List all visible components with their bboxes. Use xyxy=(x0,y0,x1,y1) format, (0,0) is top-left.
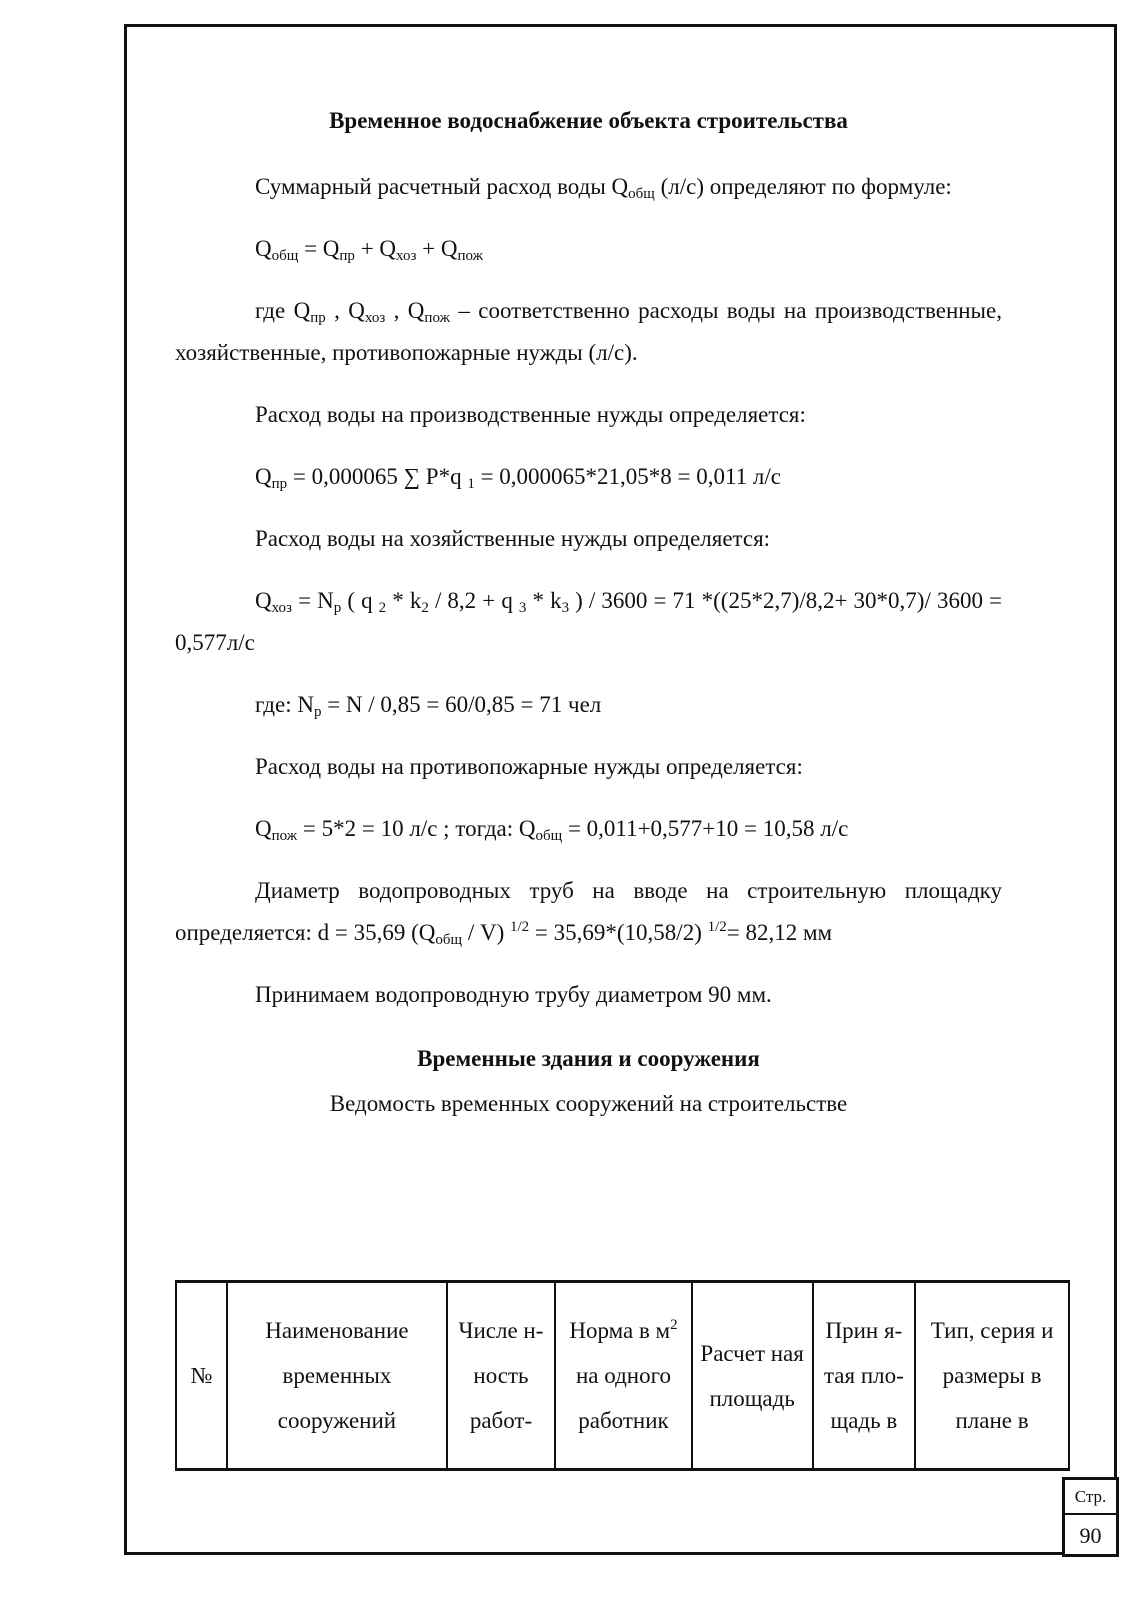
spacer xyxy=(175,374,1002,394)
col-name: Наименование временных сооружений xyxy=(227,1282,446,1470)
spacer xyxy=(175,664,1002,684)
formula-workers: где: $N_р = N / 0,85 = 60/0,85 = 71$ чел xyxy=(255,692,602,720)
table-header-row xyxy=(176,1282,1069,1470)
paragraph-household: Расход воды на хозяйственные нужды определяется: xyxy=(255,526,771,551)
spacer xyxy=(175,498,1002,518)
paragraph-production: Расход воды на производственные нужды определяется: xyxy=(255,402,806,427)
formula-fire: $Q_{пож} = 5*2 = 10$ л/с ; тогда: $Q_{общ} = 0,011+0,577+10 = 10,58$ л/с xyxy=(255,816,849,844)
document-body xyxy=(175,100,1002,1120)
col-workers: Числе н-ность работ- xyxy=(447,1282,556,1470)
spacer xyxy=(175,146,1002,166)
table-caption: Ведомость временных сооружений на строительстве xyxy=(329,1091,848,1116)
spacer xyxy=(175,270,1002,290)
spacer xyxy=(175,208,1002,228)
page-number: 90 xyxy=(1079,1523,1102,1548)
col-norm: Норма в $м^2$ на одного работник xyxy=(555,1282,691,1470)
page-label: Стр. xyxy=(1065,1480,1116,1515)
paragraph-total-flow: Суммарный расчетный расход воды $Q_{общ}$ (л/с) определяют по формуле: xyxy=(255,174,952,202)
spacer xyxy=(175,1016,1002,1038)
spacer xyxy=(175,726,1002,746)
temporary-buildings-table xyxy=(175,1280,1070,1471)
page-number-stamp xyxy=(1062,1477,1119,1557)
spacer xyxy=(175,954,1002,974)
spacer xyxy=(175,850,1002,870)
paragraph-where: где $Q_{пр}$ , $Q_{хоз}$ , $Q_{пож}$ – соответственно расходы воды на производственные, хозяйственные, противопожарные нужды (л/с). xyxy=(175,298,1002,365)
section-title: Временное водоснабжение объекта строительства xyxy=(329,108,848,133)
paragraph-fire: Расход воды на противопожарные нужды определяется: xyxy=(255,754,803,779)
formula-total: $Q_{общ} = Q_{пр} + Q_{хоз} + Q_{пож}$ xyxy=(255,236,484,264)
formula-household: $Q_{хоз} = N_р$ ( q $_2 * k_2 / 8,2 + q$ $_3 * k_3$ ) / 3600 = 71 *((25*2,7)/8,2+ 30*0,7)/ 3600 = 0,577л/с xyxy=(175,588,1003,655)
paragraph-diameter: Диаметр водопроводных труб на вводе на строительную площадку определяется: d = 35,69 $(Q_{общ} / V) ^{1/2} = 35,69*(10,58/2)$ $^{1/2}$= 82,12 мм xyxy=(175,878,1002,948)
formula-production: $Q_{пр} = 0,000065$ ∑ P*q $_1$ = 0,000065*21,05*8 = 0,011 л/с xyxy=(255,464,781,492)
section-title-buildings: Временные здания и сооружения xyxy=(417,1046,760,1071)
col-number: № xyxy=(176,1282,227,1470)
col-accepted-area: Прин я-тая пло-щадь в xyxy=(813,1282,916,1470)
paragraph-pipe: Принимаем водопроводную трубу диаметром 90 мм. xyxy=(255,982,772,1007)
col-type: Тип, серия и размеры в плане в xyxy=(915,1282,1069,1470)
spacer xyxy=(175,560,1002,580)
col-calc-area: Расчет ная площадь xyxy=(692,1282,813,1470)
spacer xyxy=(175,788,1002,808)
spacer xyxy=(175,436,1002,456)
